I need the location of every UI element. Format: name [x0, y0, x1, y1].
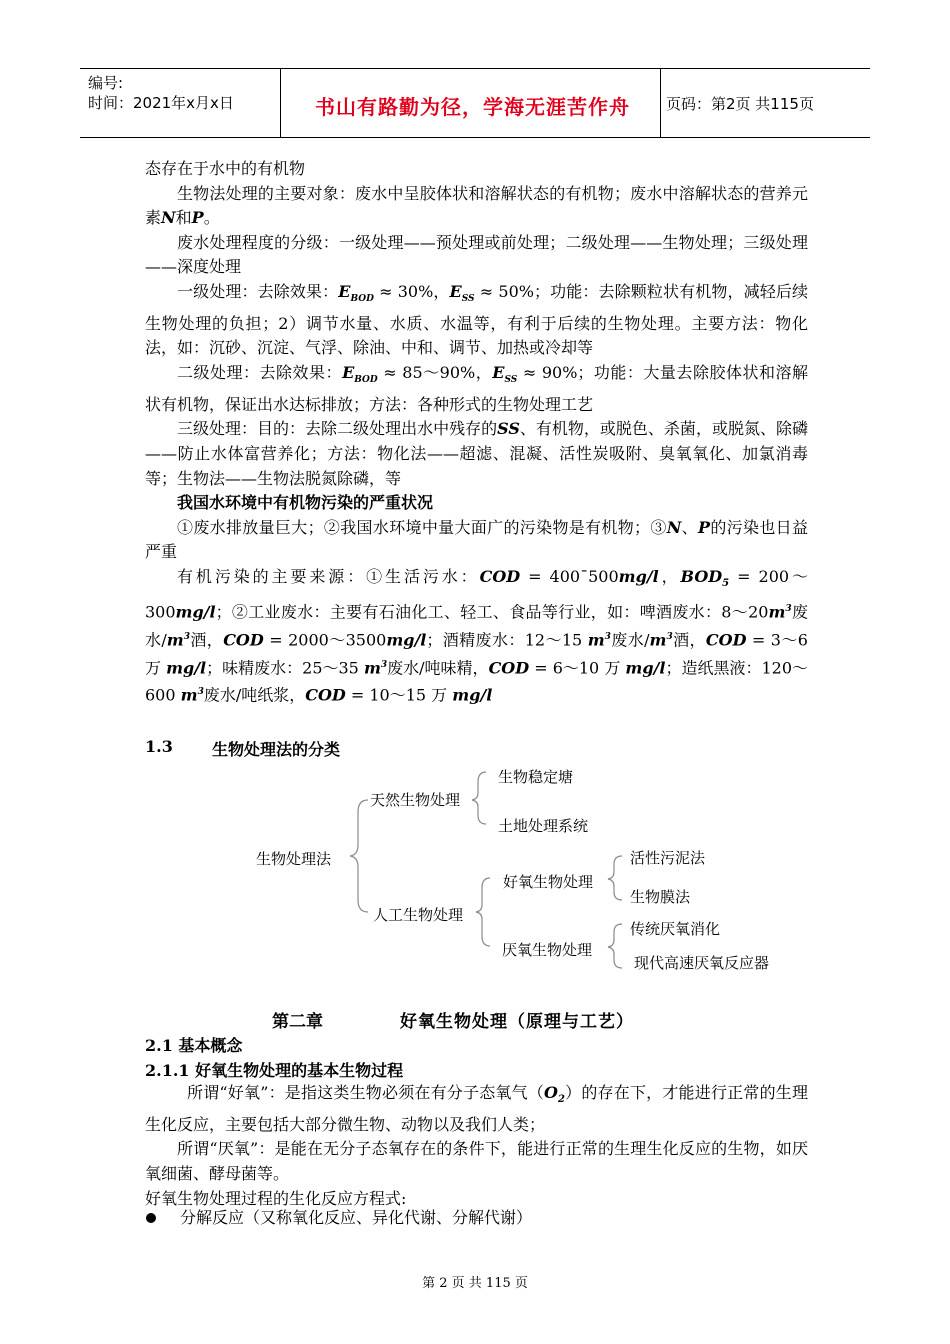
paragraph: 态存在于水中的有机物 — [145, 159, 306, 178]
paragraph: 所谓“好氧”：是指这类生物必须在有分子态氧气$(O_2)$的存在下，才能进行正常的生理生化反应，主要包括大部分微生物、动物以及我们人类； — [145, 1083, 808, 1134]
subsection-heading: 2.1.1 好氧生物处理的基本生物过程 — [145, 1061, 404, 1080]
chapter-label: 第二章 — [272, 1012, 323, 1032]
tree-node-natural: 天然生物处理 — [370, 791, 461, 809]
paragraph: 所谓“厌氧”：是能在无分子态氧存在的条件下，能进行正常的生理生化反应的生物，如厌氧细菌、酵母菌等。 — [145, 1139, 808, 1183]
paragraph: 二级处理：去除效果：$E_{BOD}$ ≈ 85～90%，$E_{SS} \approx 90\%$；功能：大量去除胶体状和溶解状有机物，保证出水达标排放；方法：各种形式的生物处理工艺 — [145, 362, 808, 414]
brace-natural — [472, 772, 486, 824]
paragraph: 一级处理：去除效果：$E_{BOD} \approx 30\%$，$E_{SS} \approx 50\%$；功能：去除颗粒状有机物，减轻后续生物处理的负担；2）调节水量、水质、水温等，有利于后续的生物处理。主要方法：物化法，如：沉砂、沉淀、气浮、除油、中和、调节、加热或冷却等 — [145, 281, 808, 358]
paragraph: 好氧生物处理过程的生化反应方程式: — [145, 1188, 407, 1208]
brace-anaerobic — [608, 924, 622, 968]
tree-node-reactor: 现代高速厌氧反应器 — [634, 954, 770, 972]
body-text-2 — [145, 1081, 808, 1211]
brace-artificial — [476, 878, 490, 946]
header-page-label: 页码：第2页 共115页 — [666, 95, 814, 113]
bullet-icon — [146, 1213, 156, 1223]
header-motto: 书山有路勤为径，学海无涯苦作舟 — [315, 95, 630, 119]
page-footer: 第 2 页 共 115 页 — [422, 1276, 528, 1291]
paragraph: 废水处理程度的分级：一级处理——预处理或前处理；二级处理——生物处理；三级处理——深度处理 — [145, 232, 808, 277]
tree-node-film: 生物膜法 — [630, 888, 691, 906]
subheading: 我国水环境中有机物污染的严重状况 — [177, 493, 434, 513]
body-text — [145, 157, 808, 708]
header-divider — [660, 69, 661, 137]
header-divider — [280, 69, 281, 137]
tree-node-anaerobic: 厌氧生物处理 — [502, 941, 593, 959]
section-heading: 2.1 基本概念 — [145, 1036, 243, 1055]
section-title: 生物处理法的分类 — [212, 740, 341, 759]
tree-node-aerobic: 好氧生物处理 — [503, 873, 594, 891]
tree-node-artificial: 人工生物处理 — [373, 906, 464, 924]
brace-aerobic — [608, 856, 622, 900]
tree-node-land: 土地处理系统 — [498, 817, 589, 835]
paragraph: 三级处理：目的：去除二级处理出水中残存的SS、有机物，或脱色、杀菌，或脱氮、除磷——防止水体富营养化；方法：物化法——超滤、混凝、活性炭吸附、臭氧氧化、加氯消毒等；生物法——生物法脱氮除磷，等 — [145, 419, 808, 488]
doc-time-label: 时间：2021年x月x日 — [88, 94, 234, 112]
section-number: 1.3 — [145, 737, 173, 756]
tree-node-pond: 生物稳定塘 — [498, 768, 574, 786]
paragraph: 有机污染的主要来源：①生活污水：COD = 400¯500mg/l，$BOD_5$ = 200～300mg/l；②工业废水：主要有石油化工、轻工、食品等行业，如：啤酒废水：$8\sim 20m^3$废水$/m^3$酒，COD = 2000～3500mg/l；酒精废水：12～15 $m^3$废水$/m^3$酒，COD = 3～6 万 mg/l；味精废水：25～35 $m^3$废水/吨味精，COD = 6～10 万 mg/l；造纸黑液：120～600 $m^3$废水/吨纸浆，COD = 10～15 万 mg/l — [145, 566, 808, 705]
page-header — [80, 68, 870, 138]
doc-number-label: 编号: — [88, 74, 124, 92]
bullet-item: 分解反应（又称氧化反应、异化代谢、分解代谢） — [180, 1208, 533, 1227]
header-meta — [88, 73, 234, 113]
chapter-title: 好氧生物处理（原理与工艺） — [400, 1012, 634, 1032]
paragraph: ①废水排放量巨大；②我国水环境中量大面广的污染物是有机物；③N、P的污染也日益严重 — [145, 517, 808, 562]
paragraph: 生物法处理的主要对象：废水中呈胶体状和溶解状态的有机物；废水中溶解状态的营养元素N和P。 — [145, 183, 808, 228]
tree-node-sludge: 活性污泥法 — [630, 849, 706, 867]
tree-node-root: 生物处理法 — [256, 850, 332, 868]
tree-node-digest: 传统厌氧消化 — [630, 920, 721, 938]
brace-root — [350, 800, 368, 912]
